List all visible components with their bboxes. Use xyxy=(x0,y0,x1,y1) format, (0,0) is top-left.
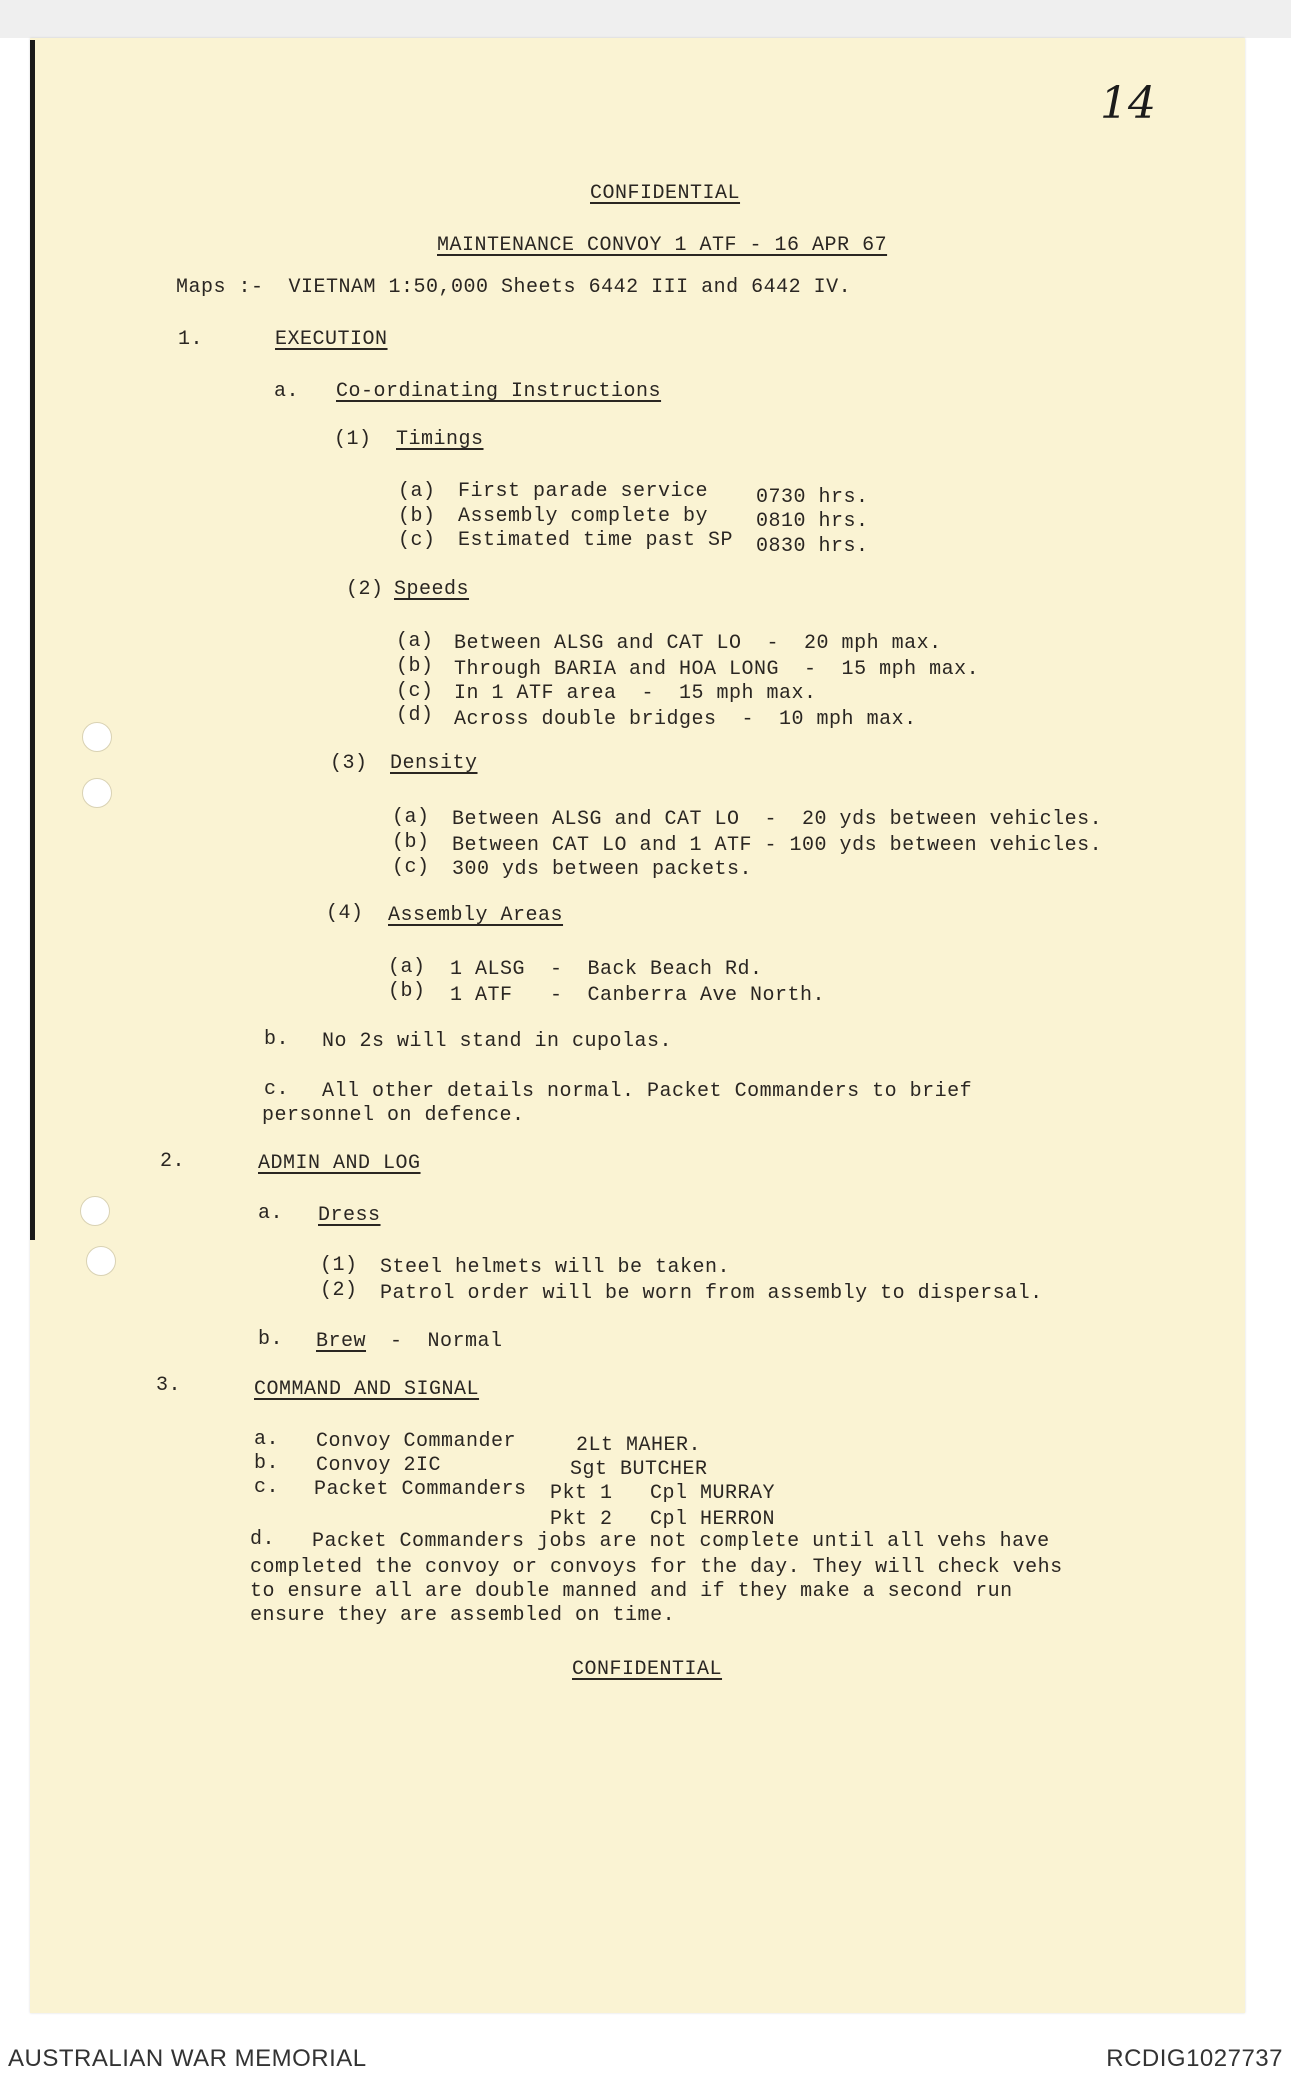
list-label: (b) xyxy=(396,655,434,678)
paragraph-text: - Normal xyxy=(390,1330,503,1353)
section-title: EXECUTION xyxy=(275,328,388,351)
section-title: ADMIN AND LOG xyxy=(258,1152,421,1175)
list-label: (b) xyxy=(398,505,436,528)
name-text: Sgt BUTCHER xyxy=(570,1458,708,1481)
name-text: Pkt 2 Cpl HERRON xyxy=(550,1508,776,1531)
section-number: 3. xyxy=(156,1374,182,1397)
punch-hole xyxy=(86,1246,116,1276)
archive-id: RCDIG1027737 xyxy=(1106,2045,1283,2072)
list-label: (b) xyxy=(392,831,430,854)
subsection-title: Dress xyxy=(318,1204,381,1227)
list-label: (c) xyxy=(392,856,430,879)
list-text: 300 yds between packets. xyxy=(452,858,753,881)
paragraph-text: Packet Commanders jobs are not complete until all vehs have xyxy=(312,1530,1050,1553)
list-label: (a) xyxy=(392,806,430,829)
para-title: Timings xyxy=(396,428,484,451)
list-label: (2) xyxy=(320,1279,358,1302)
document-title: MAINTENANCE CONVOY 1 ATF - 16 APR 67 xyxy=(437,234,888,257)
document-page xyxy=(30,38,1245,2013)
page-number: 14 xyxy=(1100,78,1156,129)
subsection-label: b. xyxy=(264,1028,290,1051)
punch-hole xyxy=(82,722,112,752)
list-text: Between CAT LO and 1 ATF - 100 yds between vehicles. xyxy=(452,834,1103,857)
list-text: Patrol order will be worn from assembly to dispersal. xyxy=(380,1282,1043,1305)
role-text: Packet Commanders xyxy=(314,1478,527,1501)
subsection-label: a. xyxy=(258,1202,284,1225)
paragraph-text: personnel on defence. xyxy=(262,1104,525,1127)
list-text: Assembly complete by xyxy=(458,505,709,528)
paragraph-text: completed the convoy or convoys for the day. They will check vehs xyxy=(250,1556,1063,1579)
list-text: Between ALSG and CAT LO - 20 mph max. xyxy=(454,632,942,655)
role-text: Convoy Commander xyxy=(316,1430,517,1453)
para-number: (1) xyxy=(334,428,372,451)
list-text: Estimated time past SP xyxy=(458,529,734,552)
paragraph-text: No 2s will stand in cupolas. xyxy=(322,1030,673,1053)
list-label: (a) xyxy=(396,630,434,653)
para-title: Assembly Areas xyxy=(388,904,564,927)
list-label: (b) xyxy=(388,980,426,1003)
list-label: d. xyxy=(250,1528,276,1551)
name-text: 2Lt MAHER. xyxy=(576,1434,702,1457)
archive-name: AUSTRALIAN WAR MEMORIAL xyxy=(8,2045,367,2072)
list-text: First parade service xyxy=(458,480,709,503)
list-text: 1 ATF - Canberra Ave North. xyxy=(450,984,826,1007)
list-label: c. xyxy=(254,1476,280,1499)
top-margin xyxy=(0,0,1291,38)
section-number: 2. xyxy=(160,1150,186,1173)
list-text: 1 ALSG - Back Beach Rd. xyxy=(450,958,763,981)
list-label: (c) xyxy=(398,529,436,552)
paragraph-text: to ensure all are double manned and if they make a second run xyxy=(250,1580,1013,1603)
subsection-title: Brew xyxy=(316,1330,367,1353)
subsection-label: c. xyxy=(264,1078,290,1101)
list-label: (d) xyxy=(396,704,434,727)
list-label: (a) xyxy=(388,956,426,979)
list-text: In 1 ATF area - 15 mph max. xyxy=(454,682,817,705)
classification-footer: CONFIDENTIAL xyxy=(572,1658,723,1681)
subsection-label: a. xyxy=(274,380,300,403)
para-title: Speeds xyxy=(394,578,470,601)
list-label: a. xyxy=(254,1428,280,1451)
name-text: Pkt 1 Cpl MURRAY xyxy=(550,1482,776,1505)
paragraph-text: All other details normal. Packet Commanders to brief xyxy=(322,1080,973,1103)
para-number: (2) xyxy=(346,578,384,601)
para-title: Density xyxy=(390,752,478,775)
paragraph-text: ensure they are assembled on time. xyxy=(250,1604,676,1627)
list-label: b. xyxy=(254,1452,280,1475)
para-number: (3) xyxy=(330,752,368,775)
punch-hole xyxy=(82,778,112,808)
punch-hole xyxy=(80,1196,110,1226)
list-text: Through BARIA and HOA LONG - 15 mph max. xyxy=(454,658,980,681)
list-text: Across double bridges - 10 mph max. xyxy=(454,708,917,731)
maps-line: Maps :- VIETNAM 1:50,000 Sheets 6442 III and 6442 IV. xyxy=(176,276,852,299)
subsection-title: Co-ordinating Instructions xyxy=(336,380,662,403)
list-text: Between ALSG and CAT LO - 20 yds between vehicles. xyxy=(452,808,1103,831)
binding-edge xyxy=(30,40,35,1240)
list-label: (1) xyxy=(320,1254,358,1277)
section-number: 1. xyxy=(178,328,204,351)
subsection-label: b. xyxy=(258,1328,284,1351)
list-value: 0810 hrs. xyxy=(756,510,869,533)
list-value: 0830 hrs. xyxy=(756,535,869,558)
list-label: (c) xyxy=(396,680,434,703)
para-number: (4) xyxy=(326,902,364,925)
classification-header: CONFIDENTIAL xyxy=(590,182,741,205)
list-value: 0730 hrs. xyxy=(756,486,869,509)
role-text: Convoy 2IC xyxy=(316,1454,442,1477)
section-title: COMMAND AND SIGNAL xyxy=(254,1378,480,1401)
list-label: (a) xyxy=(398,480,436,503)
list-text: Steel helmets will be taken. xyxy=(380,1256,731,1279)
